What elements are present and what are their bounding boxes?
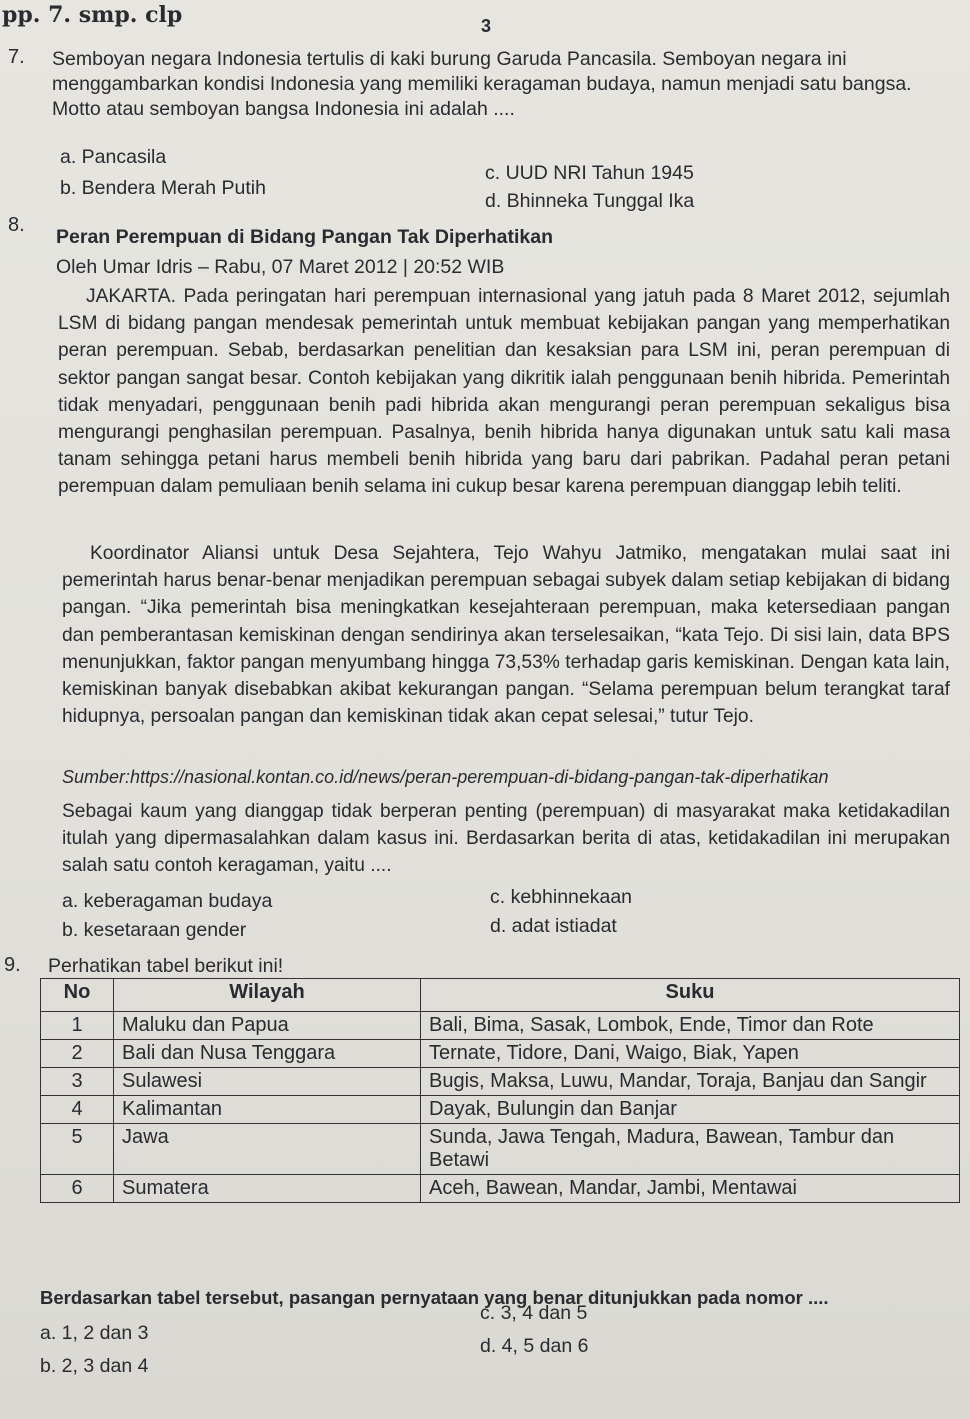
- q8-option-d: d. adat istiadat: [490, 915, 617, 937]
- q9-option-c: c. 3, 4 dan 5: [480, 1302, 588, 1324]
- q8-article-title: Peran Perempuan di Bidang Pangan Tak Diperhatikan: [56, 226, 554, 248]
- q9-option-d: d. 4, 5 dan 6: [480, 1335, 589, 1357]
- table-row: [41, 1040, 960, 1068]
- header-code: pp. 7. smp. clp: [2, 2, 183, 28]
- table-row: [41, 1096, 960, 1124]
- q9-question: Berdasarkan tabel tersebut, pasangan pernyataan yang benar ditunjukkan pada nomor ....: [40, 1287, 829, 1308]
- table-row: [41, 1068, 960, 1096]
- table-cell-wilayah: Maluku dan Papua: [114, 1012, 421, 1040]
- table-cell-no: 5: [41, 1124, 114, 1175]
- ethnic-region-table: [40, 978, 960, 1203]
- q8-paragraph-1: JAKARTA. Pada peringatan hari perempuan internasional yang jatuh pada 8 Maret 2012, sejumlah LSM di bidang pangan mendesak pemerintah untuk membuat kebijakan pangan yang memperhatikan peran perempuan. Sebab, berdasarkan penelitian dan kesaksian para LSM ini, peran perempuan di sektor pangan sangat besar. Contoh kebijakan yang dikritik ialah penggunaan benih hibrida. Pemerintah tidak menyadari, penggunaan benih padi hibrida akan mengurangi peran perempuan sekaligus bisa mengurangi penghasilan perempuan. Pasalnya, benih hibrida hanya digunakan untuk satu kali masa tanam sehingga petani harus membeli benih hibrida yang baru dari pabrikan. Padahal peran petani perempuan dalam pemuliaan benih selama ini cukup besar karena perempuan dianggap lebih teliti.: [58, 286, 950, 498]
- q7-option-c: c. UUD NRI Tahun 1945: [485, 162, 694, 184]
- table-header-suku: Suku: [421, 979, 960, 1012]
- q9-number: 9.: [4, 954, 21, 976]
- q9-option-a: a. 1, 2 dan 3: [40, 1322, 149, 1344]
- q7-option-a: a. Pancasila: [60, 146, 167, 168]
- q7-option-b: b. Bendera Merah Putih: [60, 177, 266, 199]
- q8-number: 8.: [8, 214, 25, 236]
- q8-option-b: b. kesetaraan gender: [62, 919, 247, 941]
- q7-option-d: d. Bhinneka Tunggal Ika: [485, 190, 695, 212]
- table-cell-wilayah: Sumatera: [114, 1175, 421, 1203]
- table-cell-suku: Bali, Bima, Sasak, Lombok, Ende, Timor dan Rote: [421, 1012, 960, 1040]
- table-header-wilayah: Wilayah: [114, 979, 421, 1012]
- table-cell-no: 2: [41, 1040, 114, 1068]
- table-cell-wilayah: Jawa: [114, 1124, 421, 1175]
- q8-option-c: c. kebhinnekaan: [490, 886, 633, 908]
- q7-text: Semboyan negara Indonesia tertulis di kaki burung Garuda Pancasila. Semboyan negara ini menggambarkan kondisi Indonesia yang memiliki keragaman budaya, namun menjadi satu bangsa. Motto atau semboyan bangsa Indonesia ini adalah ....: [52, 48, 912, 120]
- q8-option-a: a. keberagaman budaya: [62, 890, 273, 912]
- table-cell-suku: Sunda, Jawa Tengah, Madura, Bawean, Tambur dan Betawi: [421, 1124, 960, 1175]
- q8-byline: Oleh Umar Idris – Rabu, 07 Maret 2012 | 20:52 WIB: [56, 256, 505, 278]
- table-header-no: No: [41, 979, 114, 1012]
- table-row: [41, 1012, 960, 1040]
- table-cell-wilayah: Kalimantan: [114, 1096, 421, 1124]
- table-cell-suku: Ternate, Tidore, Dani, Waigo, Biak, Yapen: [421, 1040, 960, 1068]
- q7-number: 7.: [8, 46, 25, 68]
- q8-question: Sebagai kaum yang dianggap tidak berperan penting (perempuan) di masyarakat maka ketidakadilan itulah yang dipermasalahkan dalam kasus ini. Berdasarkan berita di atas, ketidakadilan ini merupakan salah satu contoh keragaman, yaitu ....: [62, 801, 950, 876]
- q8-paragraph-2: Koordinator Aliansi untuk Desa Sejahtera, Tejo Wahyu Jatmiko, mengatakan mulai saat ini pemerintah harus benar-benar menjadikan perempuan sebagai subyek dalam setiap kebijakan di bidang pangan. “Jika pemerintah bisa meningkatkan kesejahteraan perempuan, maka ketersediaan pangan dan pemberantasan kemiskinan dengan sendirinya akan terselesaikan, “kata Tejo. Di sisi lain, data BPS menunjukkan, faktor pangan menyumbang hingga 73,53% terhadap garis kemiskinan. Dengan kata lain, kemiskinan banyak disebabkan akibat kekurangan pangan. “Selama perempuan belum terangkat taraf hidupnya, persoalan pangan dan kemiskinan tidak akan cepat selesai,” tutur Tejo.: [62, 543, 950, 728]
- table-cell-suku: Aceh, Bawean, Mandar, Jambi, Mentawai: [421, 1175, 960, 1203]
- table-cell-suku: Dayak, Bulungin dan Banjar: [421, 1096, 960, 1124]
- q9-option-b: b. 2, 3 dan 4: [40, 1355, 149, 1377]
- table-cell-no: 4: [41, 1096, 114, 1124]
- table-header-row: [41, 979, 960, 1012]
- q9-intro: Perhatikan tabel berikut ini!: [48, 955, 284, 977]
- page-number: 3: [481, 16, 492, 36]
- table-cell-suku: Bugis, Maksa, Luwu, Mandar, Toraja, Banjau dan Sangir: [421, 1068, 960, 1096]
- q8-source: Sumber:https://nasional.kontan.co.id/news/peran-perempuan-di-bidang-pangan-tak-diperhatikan: [62, 767, 829, 787]
- table-row: [41, 1175, 960, 1203]
- table-row: [41, 1124, 960, 1175]
- table-cell-no: 1: [41, 1012, 114, 1040]
- table-cell-wilayah: Bali dan Nusa Tenggara: [114, 1040, 421, 1068]
- table-cell-wilayah: Sulawesi: [114, 1068, 421, 1096]
- table-cell-no: 3: [41, 1068, 114, 1096]
- table-cell-no: 6: [41, 1175, 114, 1203]
